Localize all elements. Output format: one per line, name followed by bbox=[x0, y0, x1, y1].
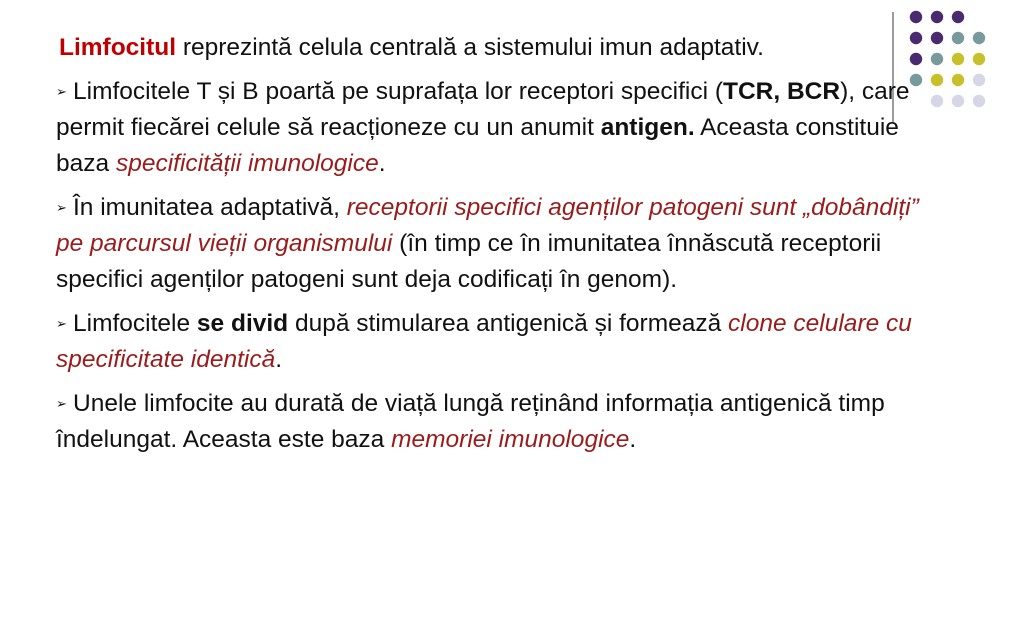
text-run: reprezintă celula centrală a sistemului imun adaptativ. bbox=[176, 34, 764, 61]
text-run: . bbox=[275, 346, 283, 373]
decorative-dot bbox=[931, 95, 943, 107]
bullet-paragraph bbox=[56, 306, 929, 378]
decorative-dot bbox=[952, 53, 964, 65]
slide-body-text bbox=[56, 30, 929, 466]
text-run: (în timp ce în imunitatea înnăscută receptorii specifici agenților patogeni sunt deja codificați în genom). bbox=[56, 230, 882, 293]
decorative-dot bbox=[952, 74, 964, 86]
text-run: specificității imunologice bbox=[115, 150, 379, 177]
text-run: după stimularea antigenică și formează bbox=[288, 310, 729, 337]
text-run: Unele limfocite au durată de viață lungă reținând informația antigenică timp îndelungat. Aceasta este baza bbox=[56, 390, 885, 453]
decorative-dot bbox=[931, 53, 943, 65]
arrow-bullet-icon: ➢ bbox=[56, 396, 67, 411]
text-run: Limfocitele T și B poartă pe suprafața lor receptori specifici ( bbox=[73, 78, 724, 105]
decorative-dot bbox=[973, 74, 985, 86]
text-run: În imunitatea adaptativă, bbox=[73, 194, 347, 221]
text-run: TCR, BCR bbox=[723, 78, 841, 105]
text-run: receptorii specifici agenților patogeni sunt „dobândiți” pe parcursul vieții organismului bbox=[56, 194, 919, 257]
decorative-dot bbox=[931, 74, 943, 86]
arrow-bullet-icon: ➢ bbox=[56, 84, 67, 99]
decorative-dot bbox=[931, 11, 943, 23]
decorative-dot bbox=[931, 32, 943, 44]
decorative-dot bbox=[910, 11, 922, 23]
arrow-bullet-icon: ➢ bbox=[56, 200, 67, 215]
decorative-dot bbox=[973, 32, 985, 44]
text-run: Aceasta constituie baza bbox=[56, 114, 899, 177]
arrow-bullet-icon: ➢ bbox=[56, 316, 67, 331]
decorative-dot bbox=[973, 95, 985, 107]
text-run: . bbox=[629, 426, 637, 453]
bullet-paragraph bbox=[56, 190, 929, 298]
text-run: Limfocitele bbox=[73, 310, 197, 337]
text-run: ), care permit fiecărei celule să reacționeze cu un anumit bbox=[56, 78, 910, 141]
text-run: antigen. bbox=[600, 114, 695, 141]
decorative-dot bbox=[952, 11, 964, 23]
decorative-dot bbox=[952, 95, 964, 107]
text-run: Limfocitul bbox=[59, 34, 177, 61]
decorative-dot bbox=[973, 53, 985, 65]
bullet-paragraph bbox=[56, 386, 929, 458]
text-run: . bbox=[378, 150, 386, 177]
bullet-paragraph bbox=[56, 74, 929, 182]
text-run: se divid bbox=[196, 310, 289, 337]
text-run: memoriei imunologice bbox=[391, 426, 630, 453]
intro-paragraph bbox=[59, 30, 929, 66]
text-run: clone celulare cu specificitate identică bbox=[56, 310, 912, 373]
decorative-dot bbox=[952, 32, 964, 44]
